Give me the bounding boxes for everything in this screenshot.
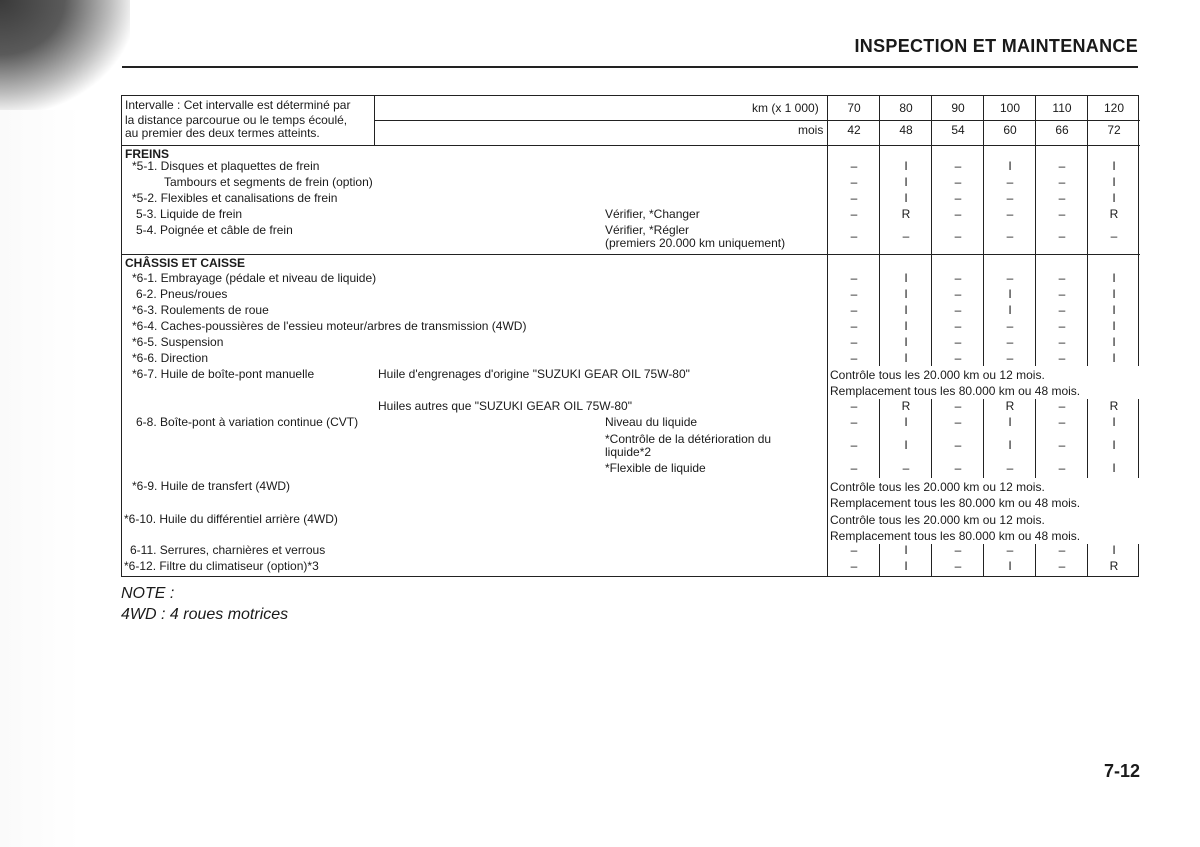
interval-mark: I — [1008, 303, 1012, 317]
row-label: *6-5. Suspension — [132, 335, 224, 349]
interval-mark: – — [954, 159, 962, 173]
inspection-text: Contrôle tous les 20.000 km ou 12 mois. — [830, 513, 1045, 527]
interval-mark: I — [904, 335, 908, 349]
row-label: Tambours et segments de frein (option) — [164, 175, 373, 189]
interval-mark: – — [850, 159, 858, 173]
interval-mark: I — [904, 438, 908, 452]
interval-mark: I — [1112, 415, 1116, 429]
interval-mark: – — [1006, 335, 1014, 349]
interval-mark: – — [1006, 543, 1014, 557]
section-title-freins: FREINS — [125, 147, 170, 161]
row-label: *6-9. Huile de transfert (4WD) — [132, 479, 291, 493]
row-label: 6-8. Boîte-pont à variation continue (CVT) — [136, 415, 359, 429]
interval-mark: – — [954, 175, 962, 189]
interval-mark: I — [1008, 415, 1012, 429]
interval-mark: I — [1008, 438, 1012, 452]
km-value: 110 — [1052, 101, 1072, 115]
interval-mark: R — [1109, 207, 1119, 221]
interval-mark: – — [1058, 175, 1066, 189]
interval-mark: – — [1058, 207, 1066, 221]
interval-mark: I — [904, 415, 908, 429]
km-value: 120 — [1103, 101, 1125, 115]
interval-text-3: au premier des deux termes atteints. — [125, 126, 320, 140]
interval-mark: – — [850, 461, 858, 475]
row-label: *6-6. Direction — [132, 351, 209, 365]
interval-mark: – — [1058, 159, 1066, 173]
row-label: *6-3. Roulements de roue — [132, 303, 269, 317]
interval-mark: – — [1006, 351, 1014, 365]
mois-value: 72 — [1107, 123, 1121, 137]
row-note: Niveau du liquide — [605, 415, 698, 429]
interval-mark: – — [954, 319, 962, 333]
interval-mark: – — [850, 559, 858, 573]
km-value: 90 — [951, 101, 965, 115]
interval-mark: – — [850, 229, 858, 243]
interval-mark: – — [954, 191, 962, 205]
interval-mark: I — [1112, 351, 1116, 365]
interval-mark: I — [904, 271, 908, 285]
interval-mark: – — [1058, 191, 1066, 205]
interval-mark: I — [904, 543, 908, 557]
row-label: *6-4. Caches-poussières de l'essieu moteur/arbres de transmission (4WD) — [132, 319, 527, 333]
mois-label: mois — [798, 123, 824, 137]
interval-mark: – — [850, 438, 858, 452]
page-number: 7-12 — [1103, 761, 1140, 781]
replacement-text: Remplacement tous les 80.000 km ou 48 mois. — [830, 529, 1081, 543]
maintenance-table — [121, 95, 1139, 577]
interval-mark: – — [1058, 303, 1066, 317]
interval-mark: I — [1112, 287, 1116, 301]
interval-mark: – — [1006, 319, 1014, 333]
interval-mark: – — [850, 335, 858, 349]
interval-mark: R — [1109, 399, 1119, 413]
interval-mark: – — [850, 543, 858, 557]
interval-mark: – — [850, 303, 858, 317]
interval-mark: – — [1006, 207, 1014, 221]
interval-mark: – — [954, 287, 962, 301]
replacement-text: Remplacement tous les 80.000 km ou 48 mois. — [830, 384, 1081, 398]
row-note: Huiles autres que "SUZUKI GEAR OIL 75W-80" — [378, 399, 632, 413]
interval-mark: – — [1006, 175, 1014, 189]
interval-mark: – — [1058, 559, 1066, 573]
section-title-chassis: CHÂSSIS ET CAISSE — [125, 256, 246, 270]
interval-mark: R — [1005, 399, 1015, 413]
row-label: *5-2. Flexibles et canalisations de frein — [132, 191, 338, 205]
interval-mark: – — [850, 271, 858, 285]
interval-mark: – — [902, 229, 910, 243]
note-label: NOTE : — [121, 585, 175, 602]
interval-mark: – — [850, 191, 858, 205]
row-note-secondary: (premiers 20.000 km uniquement) — [605, 236, 786, 250]
interval-mark: – — [954, 461, 962, 475]
interval-mark: I — [904, 303, 908, 317]
page-title: INSPECTION ET MAINTENANCE — [854, 36, 1138, 56]
interval-mark: – — [1110, 229, 1118, 243]
interval-mark: I — [904, 159, 908, 173]
row-label: *6-1. Embrayage (pédale et niveau de liquide) — [132, 271, 377, 285]
interval-mark: – — [1058, 335, 1066, 349]
mois-value: 60 — [1003, 123, 1017, 137]
interval-mark: – — [954, 335, 962, 349]
interval-mark: – — [1006, 191, 1014, 205]
interval-mark: – — [850, 415, 858, 429]
row-label: *6-12. Filtre du climatiseur (option)*3 — [124, 559, 319, 573]
interval-mark: – — [850, 399, 858, 413]
row-note: *Contrôle de la détérioration du — [605, 432, 772, 446]
interval-mark: I — [1112, 175, 1116, 189]
interval-mark: I — [1008, 559, 1012, 573]
km-value: 80 — [899, 101, 913, 115]
mois-value: 42 — [847, 123, 861, 137]
row-note: Huile d'engrenages d'origine "SUZUKI GEAR OIL 75W-80" — [378, 367, 690, 381]
interval-text-1: Intervalle : Cet intervalle est déterminé par — [125, 98, 351, 112]
interval-mark: – — [1058, 271, 1066, 285]
interval-mark: I — [1112, 271, 1116, 285]
interval-mark: – — [1058, 399, 1066, 413]
interval-mark: I — [1112, 461, 1116, 475]
interval-mark: I — [1112, 543, 1116, 557]
replacement-text: Remplacement tous les 80.000 km ou 48 mois. — [830, 496, 1081, 510]
interval-mark: – — [902, 461, 910, 475]
row-note: *Flexible de liquide — [605, 461, 706, 475]
row-label: *6-7. Huile de boîte-pont manuelle — [132, 367, 315, 381]
title-rule — [122, 66, 1138, 68]
inspection-text: Contrôle tous les 20.000 km ou 12 mois. — [830, 480, 1045, 494]
interval-mark: I — [904, 351, 908, 365]
interval-mark: I — [904, 191, 908, 205]
interval-mark: – — [1006, 229, 1014, 243]
interval-mark: I — [904, 559, 908, 573]
interval-mark: I — [1112, 438, 1116, 452]
row-label: *6-10. Huile du différentiel arrière (4WD) — [124, 512, 338, 526]
row-label: 6-2. Pneus/roues — [136, 287, 228, 301]
interval-mark: – — [1058, 319, 1066, 333]
interval-mark: – — [954, 559, 962, 573]
interval-mark: – — [954, 438, 962, 452]
row-note: Vérifier, *Changer — [605, 207, 700, 221]
page-corner-shadow — [0, 0, 130, 110]
interval-mark: – — [850, 351, 858, 365]
interval-mark: I — [904, 319, 908, 333]
interval-mark: – — [1058, 461, 1066, 475]
interval-mark: – — [850, 175, 858, 189]
interval-mark: – — [850, 287, 858, 301]
interval-mark: – — [1058, 351, 1066, 365]
row-note-secondary: liquide*2 — [605, 445, 652, 459]
km-label: km (x 1 000) — [752, 101, 819, 115]
interval-mark: R — [901, 399, 911, 413]
interval-mark: – — [954, 399, 962, 413]
interval-mark: I — [1112, 159, 1116, 173]
row-label: 5-4. Poignée et câble de frein — [136, 223, 293, 237]
row-label: 6-11. Serrures, charnières et verrous — [130, 543, 326, 557]
row-label: 5-3. Liquide de frein — [136, 207, 243, 221]
interval-mark: – — [1058, 287, 1066, 301]
note-block — [121, 583, 288, 625]
interval-mark: – — [1006, 461, 1014, 475]
interval-mark: – — [850, 207, 858, 221]
interval-mark: – — [954, 415, 962, 429]
interval-mark: – — [954, 271, 962, 285]
interval-mark: I — [1112, 303, 1116, 317]
interval-mark: – — [954, 229, 962, 243]
page-edge-shade — [0, 0, 80, 847]
interval-mark: – — [954, 543, 962, 557]
inspection-text: Contrôle tous les 20.000 km ou 12 mois. — [830, 368, 1045, 382]
interval-mark: – — [1058, 438, 1066, 452]
mois-value: 66 — [1055, 123, 1069, 137]
interval-mark: I — [1112, 191, 1116, 205]
interval-mark: R — [901, 207, 911, 221]
row-note: Vérifier, *Régler — [605, 223, 690, 237]
interval-mark: I — [1112, 335, 1116, 349]
row-label: *5-1. Disques et plaquettes de frein — [132, 159, 320, 173]
interval-mark: I — [1008, 159, 1012, 173]
interval-mark: – — [850, 319, 858, 333]
interval-mark: I — [1112, 319, 1116, 333]
interval-mark: – — [1058, 543, 1066, 557]
interval-text-2: la distance parcourue ou le temps écoulé, — [125, 113, 348, 127]
note-text: 4WD : 4 roues motrices — [121, 606, 289, 623]
interval-mark: I — [1008, 287, 1012, 301]
interval-mark: – — [1006, 271, 1014, 285]
interval-mark: – — [954, 351, 962, 365]
km-value: 100 — [999, 101, 1021, 115]
interval-mark: – — [1058, 415, 1066, 429]
mois-value: 54 — [951, 123, 965, 137]
interval-mark: – — [954, 207, 962, 221]
interval-mark: I — [904, 175, 908, 189]
km-value: 70 — [847, 101, 861, 115]
interval-mark: I — [904, 287, 908, 301]
interval-mark: R — [1109, 559, 1119, 573]
mois-value: 48 — [899, 123, 913, 137]
interval-mark: – — [1058, 229, 1066, 243]
interval-mark: – — [954, 303, 962, 317]
